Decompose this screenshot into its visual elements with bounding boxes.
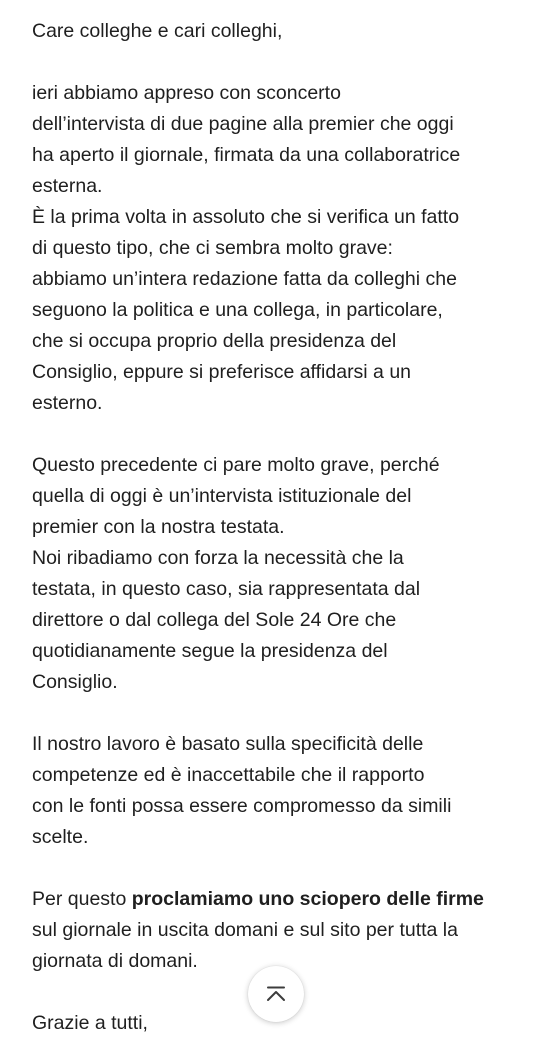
- paragraph-line: premier con la nostra testata.: [32, 516, 285, 538]
- paragraph-line: competenze ed è inaccettabile che il rapporto: [32, 764, 425, 786]
- paragraph-line: scelte.: [32, 826, 89, 848]
- chevron-up-bar-icon: [265, 985, 287, 1003]
- paragraph-1: [32, 78, 542, 419]
- paragraph-3: [32, 729, 542, 853]
- paragraph-line: Questo precedente ci pare molto grave, perché: [32, 454, 440, 476]
- paragraph-line: seguono la politica e una collega, in particolare,: [32, 299, 443, 321]
- paragraph-line: Consiglio, eppure si preferisce affidarsi a un: [32, 361, 412, 383]
- paragraph-line: testata, in questo caso, sia rappresentata dal: [32, 578, 421, 600]
- scroll-to-top-button[interactable]: [248, 966, 304, 1022]
- paragraph-line: esterna.: [32, 175, 103, 197]
- paragraph-line: direttore o dal collega del Sole 24 Ore che: [32, 609, 397, 631]
- paragraph-line: Il nostro lavoro è basato sulla specificità delle: [32, 733, 424, 755]
- paragraph-line: ha aperto il giornale, firmata da una collaboratrice: [32, 144, 461, 166]
- paragraph-line: Noi ribadiamo con forza la necessità che la: [32, 547, 404, 569]
- paragraph-line: esterno.: [32, 392, 103, 414]
- paragraph-4: [32, 884, 542, 977]
- paragraph-line: di questo tipo, che ci sembra molto grave:: [32, 237, 393, 259]
- paragraph-line: che si occupa proprio della presidenza del: [32, 330, 397, 352]
- paragraph-line: con le fonti possa essere compromesso da simili: [32, 795, 452, 817]
- paragraph-line: sul giornale in uscita domani e sul sito per tutta la: [32, 919, 458, 941]
- paragraph-line: abbiamo un’intera redazione fatta da colleghi che: [32, 268, 457, 290]
- paragraph-line: giornata di domani.: [32, 950, 198, 972]
- paragraph-line: ieri abbiamo appreso con sconcerto: [32, 82, 341, 104]
- greeting: Care colleghe e cari colleghi,: [32, 20, 283, 42]
- paragraph-line: quella di oggi è un’intervista istituzionale del: [32, 485, 412, 507]
- email-body: [32, 16, 542, 1039]
- paragraph-2: [32, 450, 542, 698]
- paragraph-line: quotidianamente segue la presidenza del: [32, 640, 388, 662]
- closing: Grazie a tutti,: [32, 1012, 148, 1034]
- paragraph-line: dell’intervista di due pagine alla premier che oggi: [32, 113, 454, 135]
- strike-intro-text: Per questo: [32, 888, 132, 910]
- paragraph-line: [32, 884, 542, 915]
- paragraph-line: Consiglio.: [32, 671, 118, 693]
- paragraph-line: È la prima volta in assoluto che si verifica un fatto: [32, 206, 460, 228]
- strike-announcement: proclamiamo uno sciopero delle firme: [131, 888, 484, 910]
